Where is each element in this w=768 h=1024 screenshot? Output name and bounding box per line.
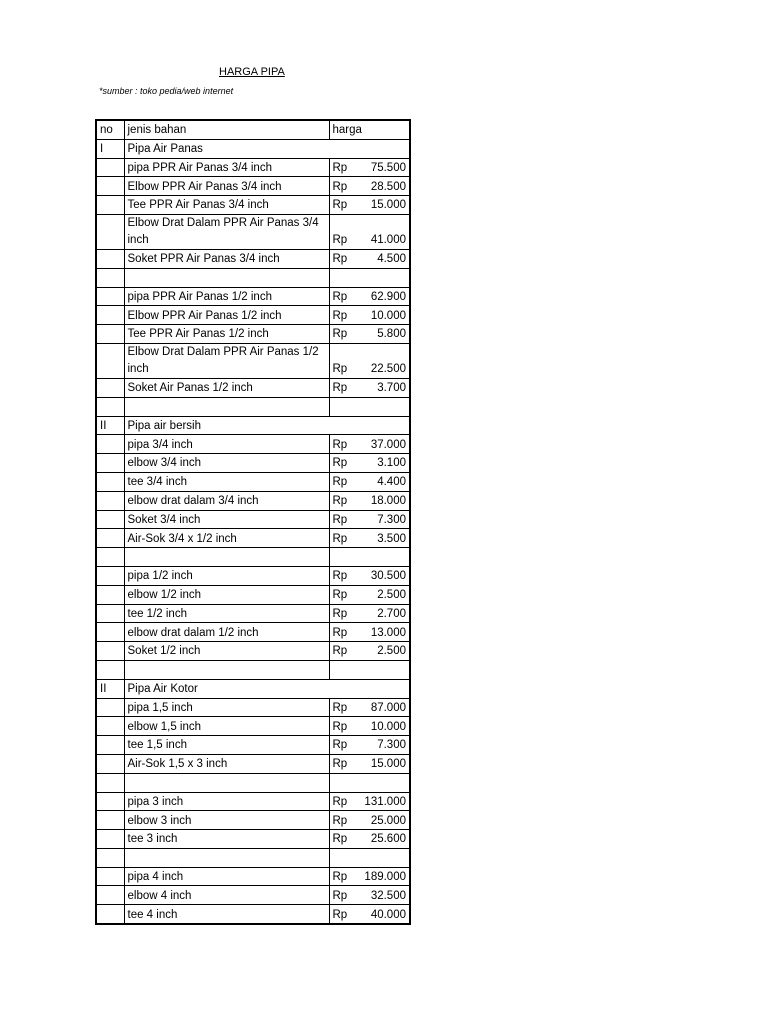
item-name: elbow drat dalam 3/4 inch (124, 491, 329, 510)
item-name: tee 1/2 inch (124, 604, 329, 623)
item-price-cell (329, 435, 410, 454)
item-name: pipa 4 inch (124, 867, 329, 886)
price-wrapper (333, 381, 407, 397)
item-number (96, 905, 124, 924)
price-value: 10.000 (370, 309, 406, 322)
item-price-cell (329, 491, 410, 510)
price-wrapper (333, 908, 407, 924)
item-number (96, 642, 124, 661)
price-wrapper (333, 757, 407, 773)
item-name: elbow 4 inch (124, 886, 329, 905)
item-number (96, 454, 124, 473)
empty-cell (124, 660, 329, 679)
item-price-cell (329, 214, 410, 249)
empty-cell (124, 848, 329, 867)
currency-label: Rp (332, 253, 348, 266)
item-name: elbow 3/4 inch (124, 454, 329, 473)
item-number (96, 177, 124, 196)
item-number (96, 196, 124, 215)
table-row (96, 792, 410, 811)
price-value: 25.600 (370, 833, 406, 846)
price-value: 131.000 (364, 795, 406, 808)
item-number (96, 811, 124, 830)
table-header-row (96, 120, 410, 139)
item-name: Elbow PPR Air Panas 1/2 inch (124, 306, 329, 325)
item-price-cell (329, 325, 410, 344)
price-value: 4.400 (377, 476, 406, 489)
price-value: 40.000 (370, 908, 406, 921)
price-value: 7.300 (377, 513, 406, 526)
item-name: Elbow Drat Dalam PPR Air Panas 1/2 inch (124, 343, 329, 378)
item-name: elbow 1,5 inch (124, 717, 329, 736)
price-wrapper (333, 252, 407, 268)
item-name: pipa PPR Air Panas 1/2 inch (124, 287, 329, 306)
empty-cell (329, 548, 410, 567)
table-row (96, 214, 410, 249)
item-number (96, 491, 124, 510)
table-row (96, 196, 410, 215)
item-number (96, 529, 124, 548)
header-no: no (96, 120, 124, 139)
currency-label: Rp (332, 739, 348, 752)
empty-cell (96, 268, 124, 287)
table-row (96, 867, 410, 886)
item-name: Air-Sok 1,5 x 3 inch (124, 754, 329, 773)
price-value: 41.000 (370, 234, 406, 247)
currency-label: Rp (332, 476, 348, 489)
item-price-cell (329, 585, 410, 604)
item-price-cell (329, 454, 410, 473)
section-number: I (96, 139, 124, 158)
item-price-cell (329, 249, 410, 268)
price-wrapper (333, 588, 407, 604)
item-number (96, 754, 124, 773)
blank-row (96, 848, 410, 867)
item-name: elbow 3 inch (124, 811, 329, 830)
item-price-cell (329, 529, 410, 548)
item-name: elbow 1/2 inch (124, 585, 329, 604)
currency-label: Rp (332, 889, 348, 902)
currency-label: Rp (332, 833, 348, 846)
currency-label: Rp (332, 513, 348, 526)
table-row (96, 472, 410, 491)
currency-label: Rp (332, 328, 348, 341)
item-name: Elbow PPR Air Panas 3/4 inch (124, 177, 329, 196)
price-wrapper (333, 738, 407, 754)
empty-cell (96, 848, 124, 867)
price-wrapper (333, 180, 407, 196)
item-number (96, 886, 124, 905)
price-value: 62.900 (370, 290, 406, 303)
table-row (96, 177, 410, 196)
empty-cell (124, 268, 329, 287)
price-value: 4.500 (377, 253, 406, 266)
currency-label: Rp (332, 758, 348, 771)
source-note: *sumber : toko pedia/web internet (99, 86, 234, 96)
currency-label: Rp (332, 720, 348, 733)
item-number (96, 698, 124, 717)
item-number (96, 214, 124, 249)
table-body (96, 139, 410, 924)
item-price-cell (329, 717, 410, 736)
price-value: 5.800 (377, 328, 406, 341)
price-wrapper (333, 198, 407, 214)
price-value: 15.000 (370, 199, 406, 212)
price-value: 10.000 (370, 720, 406, 733)
currency-label: Rp (332, 570, 348, 583)
section-title: Pipa Air Kotor (124, 679, 410, 698)
price-wrapper (333, 720, 407, 736)
table-row (96, 717, 410, 736)
price-value: 18.000 (370, 495, 406, 508)
section-number: II (96, 416, 124, 435)
section-title: Pipa air bersih (124, 416, 410, 435)
table-row (96, 698, 410, 717)
item-name: pipa PPR Air Panas 3/4 inch (124, 158, 329, 177)
item-number (96, 287, 124, 306)
currency-label: Rp (332, 438, 348, 451)
item-number (96, 585, 124, 604)
price-value: 22.500 (370, 363, 406, 376)
empty-cell (124, 773, 329, 792)
price-value: 3.500 (377, 532, 406, 545)
currency-label: Rp (332, 795, 348, 808)
item-number (96, 378, 124, 397)
price-wrapper (333, 438, 407, 454)
price-value: 87.000 (370, 701, 406, 714)
price-wrapper (333, 513, 407, 529)
table-row (96, 510, 410, 529)
currency-label: Rp (332, 908, 348, 921)
currency-label: Rp (332, 290, 348, 303)
blank-row (96, 548, 410, 567)
price-wrapper (333, 532, 407, 548)
empty-cell (96, 660, 124, 679)
currency-label: Rp (332, 532, 348, 545)
item-number (96, 792, 124, 811)
item-price-cell (329, 604, 410, 623)
price-value: 189.000 (364, 870, 406, 883)
currency-label: Rp (332, 363, 348, 376)
price-value: 2.500 (377, 589, 406, 602)
item-price-cell (329, 642, 410, 661)
price-wrapper (333, 626, 407, 642)
header-item: jenis bahan (124, 120, 329, 139)
item-price-cell (329, 196, 410, 215)
item-price-cell (329, 566, 410, 585)
price-wrapper (333, 607, 407, 623)
price-wrapper (333, 475, 407, 491)
item-price-cell (329, 886, 410, 905)
item-price-cell (329, 510, 410, 529)
item-name: Tee PPR Air Panas 1/2 inch (124, 325, 329, 344)
blank-row (96, 660, 410, 679)
item-name: Air-Sok 3/4 x 1/2 inch (124, 529, 329, 548)
item-number (96, 343, 124, 378)
currency-label: Rp (332, 161, 348, 174)
empty-cell (96, 397, 124, 416)
table-row (96, 343, 410, 378)
price-value: 28.500 (370, 180, 406, 193)
currency-label: Rp (332, 870, 348, 883)
item-price-cell (329, 158, 410, 177)
price-value: 3.700 (377, 382, 406, 395)
table-row (96, 736, 410, 755)
table-row (96, 158, 410, 177)
empty-cell (329, 660, 410, 679)
currency-label: Rp (332, 495, 348, 508)
item-name: pipa 3 inch (124, 792, 329, 811)
table-row (96, 623, 410, 642)
currency-label: Rp (332, 589, 348, 602)
item-number (96, 566, 124, 585)
price-value: 75.500 (370, 161, 406, 174)
section-title: Pipa Air Panas (124, 139, 410, 158)
table-row (96, 811, 410, 830)
item-number (96, 830, 124, 849)
item-number (96, 249, 124, 268)
price-wrapper (333, 309, 407, 325)
price-wrapper (333, 494, 407, 510)
table-row (96, 306, 410, 325)
section-number: II (96, 679, 124, 698)
table-row (96, 642, 410, 661)
currency-label: Rp (332, 382, 348, 395)
price-wrapper (333, 832, 407, 848)
item-name: Soket 1/2 inch (124, 642, 329, 661)
table-row (96, 378, 410, 397)
currency-label: Rp (332, 309, 348, 322)
table-row (96, 905, 410, 924)
empty-cell (124, 548, 329, 567)
price-value: 32.500 (370, 889, 406, 902)
currency-label: Rp (332, 645, 348, 658)
price-value: 2.500 (377, 645, 406, 658)
currency-label: Rp (332, 199, 348, 212)
item-name: tee 3 inch (124, 830, 329, 849)
currency-label: Rp (332, 457, 348, 470)
empty-cell (96, 773, 124, 792)
item-name: pipa 1/2 inch (124, 566, 329, 585)
item-price-cell (329, 177, 410, 196)
price-value: 30.500 (370, 570, 406, 583)
price-wrapper (333, 233, 407, 249)
item-price-cell (329, 736, 410, 755)
currency-label: Rp (332, 607, 348, 620)
item-number (96, 158, 124, 177)
item-name: tee 3/4 inch (124, 472, 329, 491)
table-row (96, 604, 410, 623)
item-price-cell (329, 306, 410, 325)
price-value: 13.000 (370, 626, 406, 639)
item-price-cell (329, 867, 410, 886)
item-price-cell (329, 754, 410, 773)
item-number (96, 717, 124, 736)
table-row (96, 325, 410, 344)
section-row (96, 139, 410, 158)
item-number (96, 510, 124, 529)
item-price-cell (329, 698, 410, 717)
item-number (96, 472, 124, 491)
item-price-cell (329, 792, 410, 811)
currency-label: Rp (332, 234, 348, 247)
item-number (96, 623, 124, 642)
item-name: pipa 3/4 inch (124, 435, 329, 454)
table-row (96, 830, 410, 849)
table-row (96, 287, 410, 306)
item-name: Soket PPR Air Panas 3/4 inch (124, 249, 329, 268)
price-wrapper (333, 290, 407, 306)
price-wrapper (333, 870, 407, 886)
item-number (96, 306, 124, 325)
item-name: tee 4 inch (124, 905, 329, 924)
table-row (96, 886, 410, 905)
price-wrapper (333, 569, 407, 585)
section-row (96, 416, 410, 435)
price-value: 37.000 (370, 438, 406, 451)
currency-label: Rp (332, 626, 348, 639)
blank-row (96, 268, 410, 287)
price-wrapper (333, 456, 407, 472)
blank-row (96, 397, 410, 416)
item-name: Soket Air Panas 1/2 inch (124, 378, 329, 397)
header-price: harga (329, 120, 410, 139)
item-price-cell (329, 623, 410, 642)
price-value: 2.700 (377, 607, 406, 620)
price-wrapper (333, 889, 407, 905)
price-value: 15.000 (370, 758, 406, 771)
currency-label: Rp (332, 180, 348, 193)
table-row (96, 454, 410, 473)
price-wrapper (333, 161, 407, 177)
price-wrapper (333, 644, 407, 660)
price-value: 7.300 (377, 739, 406, 752)
item-number (96, 867, 124, 886)
section-row (96, 679, 410, 698)
price-wrapper (333, 814, 407, 830)
currency-label: Rp (332, 814, 348, 827)
empty-cell (96, 548, 124, 567)
table-row (96, 754, 410, 773)
blank-row (96, 773, 410, 792)
price-wrapper (333, 701, 407, 717)
price-value: 3.100 (377, 457, 406, 470)
price-wrapper (333, 362, 407, 378)
item-price-cell (329, 811, 410, 830)
empty-cell (124, 397, 329, 416)
empty-cell (329, 268, 410, 287)
table-row (96, 249, 410, 268)
item-number (96, 736, 124, 755)
price-wrapper (333, 327, 407, 343)
item-name: Tee PPR Air Panas 3/4 inch (124, 196, 329, 215)
item-price-cell (329, 905, 410, 924)
page-title: HARGA PIPA (219, 66, 285, 78)
item-name: tee 1,5 inch (124, 736, 329, 755)
empty-cell (329, 397, 410, 416)
item-name: elbow drat dalam 1/2 inch (124, 623, 329, 642)
item-price-cell (329, 472, 410, 491)
empty-cell (329, 773, 410, 792)
item-price-cell (329, 343, 410, 378)
currency-label: Rp (332, 701, 348, 714)
table-row (96, 491, 410, 510)
item-name: Soket 3/4 inch (124, 510, 329, 529)
table-row (96, 435, 410, 454)
item-name: Elbow Drat Dalam PPR Air Panas 3/4 inch (124, 214, 329, 249)
price-value: 25.000 (370, 814, 406, 827)
table-row (96, 566, 410, 585)
item-number (96, 325, 124, 344)
item-price-cell (329, 287, 410, 306)
item-number (96, 604, 124, 623)
price-table (95, 119, 411, 925)
table-row (96, 585, 410, 604)
price-wrapper (333, 795, 407, 811)
item-price-cell (329, 378, 410, 397)
item-name: pipa 1,5 inch (124, 698, 329, 717)
item-price-cell (329, 830, 410, 849)
table-row (96, 529, 410, 548)
item-number (96, 435, 124, 454)
empty-cell (329, 848, 410, 867)
